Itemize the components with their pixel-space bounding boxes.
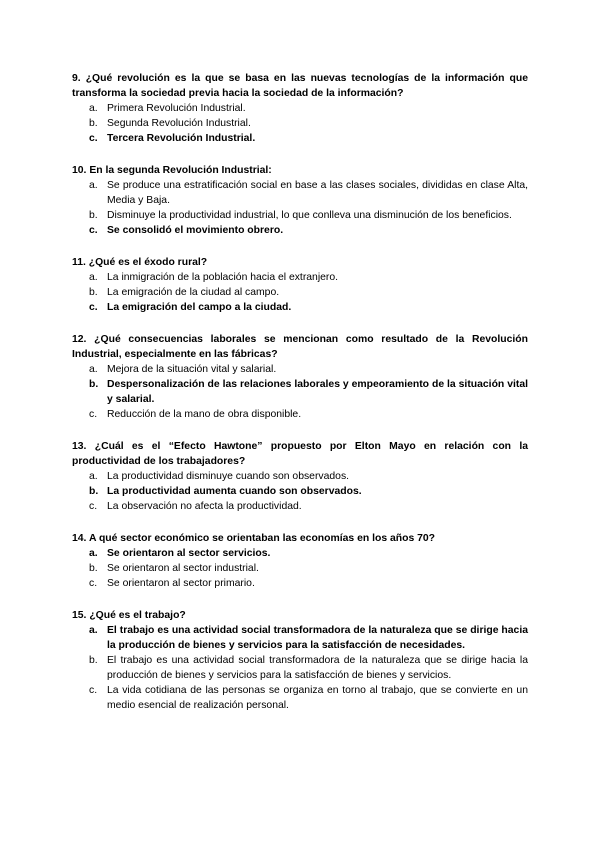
question-text: 10. En la segunda Revolución Industrial: xyxy=(72,165,272,176)
option-b xyxy=(72,653,528,683)
option-letter: c. xyxy=(89,302,98,313)
option-text: Primera Revolución Industrial. xyxy=(107,103,246,114)
option-c xyxy=(72,499,528,514)
option-text: La productividad disminuye cuando son observados. xyxy=(107,471,350,482)
question-text: 9. ¿Qué revolución es la que se basa en las nuevas tecnologías de la información que transforma la sociedad previa hacia la sociedad de la información? xyxy=(72,73,528,99)
quiz-page xyxy=(72,71,528,730)
option-letter: b. xyxy=(89,118,98,129)
option-list xyxy=(72,469,528,514)
option-list xyxy=(72,623,528,713)
option-text: Se orientaron al sector primario. xyxy=(107,578,255,589)
option-text: La emigración de la ciudad al campo. xyxy=(107,287,280,298)
option-b-correct xyxy=(72,377,528,407)
option-text: Despersonalización de las relaciones laborales y empeoramiento de la situación vital y salarial. xyxy=(107,379,528,405)
option-letter: c. xyxy=(89,685,98,696)
option-list xyxy=(72,362,528,422)
option-text: El trabajo es una actividad social transformadora de la naturaleza que se dirige hacia la producción de bienes y servicios para la satisfacción de necesidades. xyxy=(107,625,528,651)
option-a xyxy=(72,362,528,377)
option-text: Tercera Revolución Industrial. xyxy=(107,133,256,144)
option-a-correct xyxy=(72,546,528,561)
option-letter: a. xyxy=(89,272,98,283)
option-letter: a. xyxy=(89,180,98,191)
question-10 xyxy=(72,163,528,238)
option-text: Se consolidó el movimiento obrero. xyxy=(107,225,284,236)
option-letter: c. xyxy=(89,501,98,512)
option-letter: b. xyxy=(89,379,99,390)
option-a xyxy=(72,469,528,484)
question-text: 14. A qué sector económico se orientaban las economías en los años 70? xyxy=(72,533,436,544)
option-text: La emigración del campo a la ciudad. xyxy=(107,302,292,313)
option-list xyxy=(72,101,528,146)
question-12 xyxy=(72,332,528,422)
option-list xyxy=(72,178,528,238)
question-13 xyxy=(72,439,528,514)
option-c xyxy=(72,407,528,422)
option-letter: c. xyxy=(89,578,98,589)
option-letter: b. xyxy=(89,287,98,298)
option-text: Reducción de la mano de obra disponible. xyxy=(107,409,302,420)
option-letter: b. xyxy=(89,655,98,666)
option-b xyxy=(72,285,528,300)
option-c-correct xyxy=(72,223,528,238)
question-text: 11. ¿Qué es el éxodo rural? xyxy=(72,257,208,268)
option-b xyxy=(72,116,528,131)
option-letter: a. xyxy=(89,625,98,636)
option-text: Segunda Revolución Industrial. xyxy=(107,118,251,129)
option-text: La observación no afecta la productividad. xyxy=(107,501,302,512)
option-text: La inmigración de la población hacia el extranjero. xyxy=(107,272,339,283)
option-letter: a. xyxy=(89,103,98,114)
option-letter: a. xyxy=(89,548,98,559)
question-text: 12. ¿Qué consecuencias laborales se mencionan como resultado de la Revolución Industrial, especialmente en las fábricas? xyxy=(72,334,528,360)
option-b-correct xyxy=(72,484,528,499)
option-letter: b. xyxy=(89,210,98,221)
option-letter: c. xyxy=(89,409,98,420)
option-letter: c. xyxy=(89,133,98,144)
option-b xyxy=(72,561,528,576)
option-a xyxy=(72,178,528,208)
question-15 xyxy=(72,608,528,713)
option-list xyxy=(72,270,528,315)
option-text: Mejora de la situación vital y salarial. xyxy=(107,364,277,375)
option-c-correct xyxy=(72,300,528,315)
question-text: 13. ¿Cuál es el “Efecto Hawtone” propuesto por Elton Mayo en relación con la productividad de los trabajadores? xyxy=(72,441,528,467)
option-c-correct xyxy=(72,131,528,146)
question-text: 15. ¿Qué es el trabajo? xyxy=(72,610,186,621)
option-a xyxy=(72,270,528,285)
option-a-correct xyxy=(72,623,528,653)
question-9 xyxy=(72,71,528,146)
question-14 xyxy=(72,531,528,591)
option-letter: a. xyxy=(89,471,98,482)
option-letter: b. xyxy=(89,563,98,574)
option-text: Se orientaron al sector servicios. xyxy=(107,548,271,559)
option-text: Se orientaron al sector industrial. xyxy=(107,563,259,574)
option-text: La vida cotidiana de las personas se organiza en torno al trabajo, que se convierte en un medio esencial de realización personal. xyxy=(107,685,528,711)
option-list xyxy=(72,546,528,591)
option-text: El trabajo es una actividad social transformadora de la naturaleza que se dirige hacia la producción de bienes y servicios para la satisfacción de bienes y servicios. xyxy=(107,655,528,681)
option-letter: c. xyxy=(89,225,98,236)
option-letter: b. xyxy=(89,486,99,497)
option-text: Disminuye la productividad industrial, lo que conlleva una disminución de los beneficios. xyxy=(107,210,512,221)
option-c xyxy=(72,576,528,591)
question-11 xyxy=(72,255,528,315)
option-letter: a. xyxy=(89,364,98,375)
option-text: La productividad aumenta cuando son observados. xyxy=(107,486,362,497)
option-b xyxy=(72,208,528,223)
option-a xyxy=(72,101,528,116)
option-c xyxy=(72,683,528,713)
option-text: Se produce una estratificación social en base a las clases sociales, divididas en clase Alta, Media y Baja. xyxy=(107,180,528,206)
